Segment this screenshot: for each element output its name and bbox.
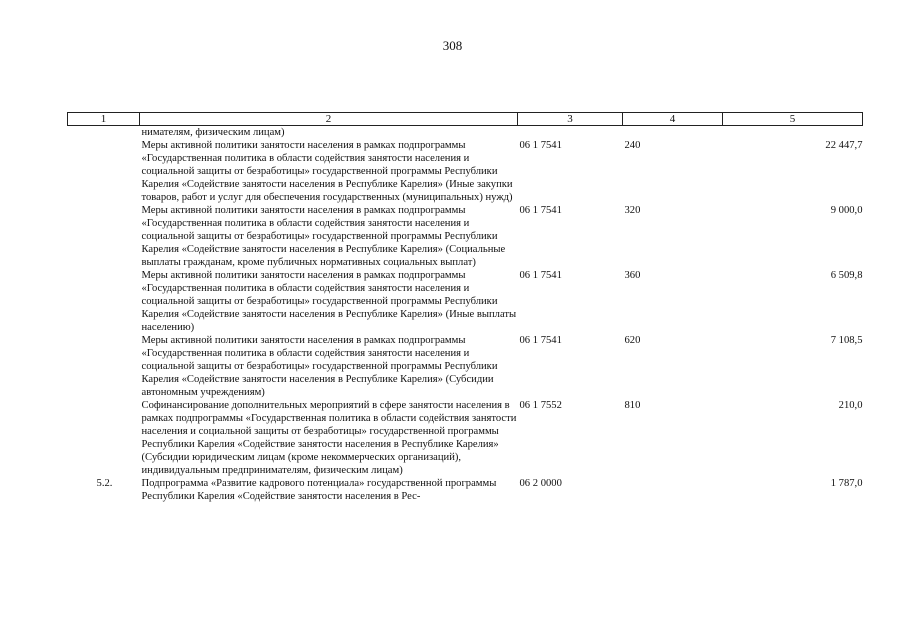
row-description: Меры активной политики занятости населения в рамках подпрограммы «Государственная политика в области содействия занятости населения и социальной защиты от безработицы» государственной программы Республики Карелия «Содействие занятости населения в Республике Карелия» (Субсидии автономным учреждениям) [141, 335, 498, 398]
column-header-4: 4 [623, 113, 723, 126]
table-row [68, 126, 863, 140]
row-code: 06 2 0000 [519, 478, 562, 489]
column-header-3: 3 [518, 113, 623, 126]
row-amount: 9 000,0 [830, 205, 863, 216]
row-description: Меры активной политики занятости населения в рамках подпрограммы «Государственная политика в области содействия занятости населения и социальной защиты от безработицы» государственной программы Республики Карелия «Содействие занятости населения в Республике Карелия» (Социальные выплаты гражданам, кроме публичных нормативных социальных выплат) [141, 205, 506, 268]
row-expense-type: 620 [624, 335, 641, 346]
row-code: 06 1 7541 [519, 270, 562, 281]
table-row [68, 477, 863, 503]
table-row [68, 399, 863, 477]
table-row [68, 139, 863, 204]
row-code [518, 126, 623, 140]
row-number [68, 399, 140, 477]
row-number [68, 126, 140, 140]
row-amount: 22 447,7 [825, 140, 863, 151]
table-header-row [68, 113, 863, 126]
row-expense-type: 320 [624, 205, 641, 216]
row-amount: 1 787,0 [830, 478, 863, 489]
row-number [68, 204, 140, 269]
row-amount: 6 509,8 [830, 270, 863, 281]
column-header-2: 2 [140, 113, 518, 126]
budget-table [67, 112, 863, 503]
row-description: Меры активной политики занятости населения в рамках подпрограммы «Государственная политика в области содействия занятости населения и социальной защиты от безработицы» государственной программы Республики Карелия «Содействие занятости населения в Республике Карелия» (Иные выплаты населению) [141, 270, 517, 333]
row-expense-type: 810 [624, 400, 641, 411]
table-row [68, 334, 863, 399]
row-description: нимателям, физическим лицам) [141, 127, 285, 138]
row-number [68, 139, 140, 204]
row-number [68, 269, 140, 334]
column-header-1: 1 [68, 113, 140, 126]
row-description: Меры активной политики занятости населения в рамках подпрограммы «Государственная политика в области содействия занятости населения и социальной защиты от безработицы» государственной программы Республики Карелия «Содействие занятости населения в Республике Карелия» (Иные закупки товаров, работ и услуг для обеспечения государственных (муниципальных) нужд) [141, 140, 513, 203]
row-description: Подпрограмма «Развитие кадрового потенциала» государственной программы Республики Карелия «Содействие занятости населения в Рес- [141, 478, 497, 502]
row-number: 5.2. [96, 478, 113, 489]
row-amount: 7 108,5 [830, 335, 863, 346]
table-row [68, 204, 863, 269]
row-expense-type: 240 [624, 140, 641, 151]
row-code: 06 1 7541 [519, 335, 562, 346]
row-code: 06 1 7541 [519, 140, 562, 151]
row-expense-type: 360 [624, 270, 641, 281]
column-header-5: 5 [723, 113, 863, 126]
row-number [68, 334, 140, 399]
row-amount: 210,0 [838, 400, 863, 411]
row-code: 06 1 7541 [519, 205, 562, 216]
row-amount [723, 126, 863, 140]
row-code: 06 1 7552 [519, 400, 562, 411]
row-expense-type [623, 477, 723, 503]
table-row [68, 269, 863, 334]
page-number: 308 [442, 38, 463, 53]
row-description: Софинансирование дополнительных мероприятий в сфере занятости населения в рамках подпрограммы «Государственная политика в области содействия занятости населения и социальной защиты от безработицы» государственной программы Республики Карелия «Содействие занятости населения в Республике Карелия» (Субсидии юридическим лицам (кроме некоммерческих организаций), индивидуальным предпринимателям, физическим лицам) [141, 400, 517, 476]
row-expense-type [623, 126, 723, 140]
